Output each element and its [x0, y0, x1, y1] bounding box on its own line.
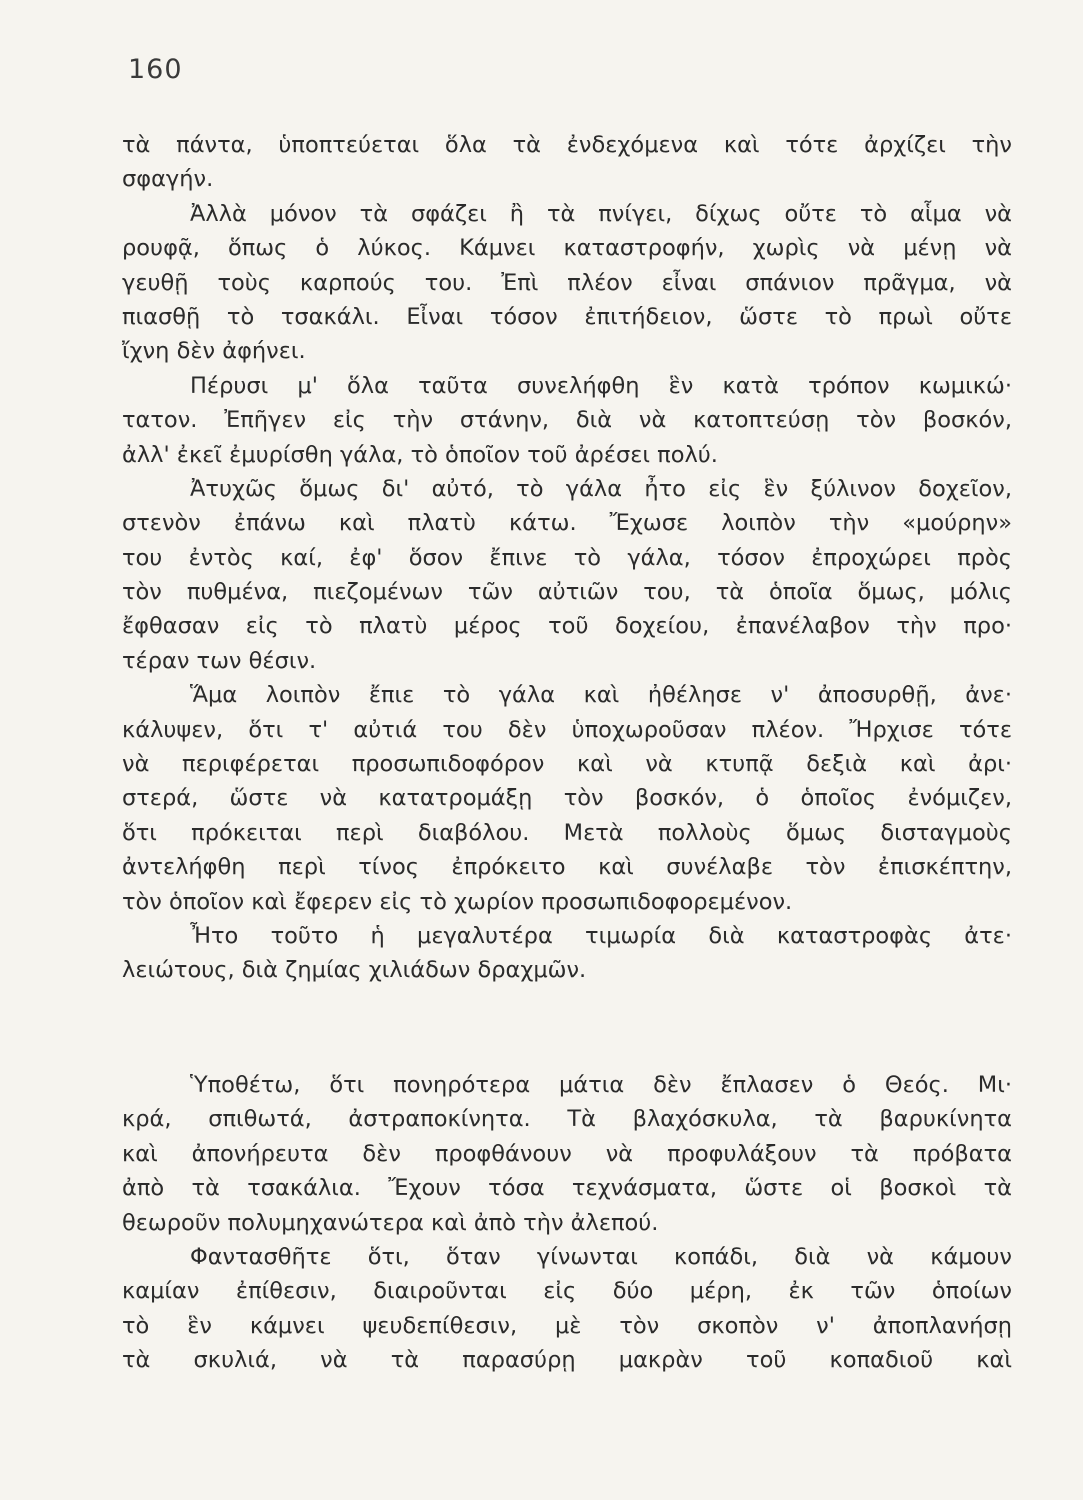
text-line: καὶ ἀπονήρευτα δὲν προφθάνουν νὰ προφυλάξουν τὰ πρόβατα	[122, 1140, 1012, 1167]
text-line: νὰ περιφέρεται προσωπιδοφόρον καὶ νὰ κτυπᾷ δεξιὰ καὶ ἀρι·	[122, 751, 1012, 778]
text-line: τέραν των θέσιν.	[122, 647, 317, 674]
text-line: ἀπὸ τὰ τσακάλια. Ἔχουν τόσα τεχνάσματα, ὥστε οἱ βοσκοὶ τὰ	[122, 1175, 1012, 1202]
text-section-tsakali-story	[122, 128, 1012, 988]
text-line: ἴχνη δὲν ἀφήνει.	[122, 338, 306, 365]
text-line: Πέρυσι μ' ὅλα ταῦτα συνελήφθη ἓν κατὰ τρόπον κωμικώ·	[190, 372, 1012, 399]
text-line: Ἅμα λοιπὸν ἔπιε τὸ γάλα καὶ ἠθέλησε ν' ἀποσυρθῇ, ἀνε·	[190, 682, 1012, 709]
text-line: στερά, ὥστε νὰ κατατρομάξῃ τὸν βοσκόν, ὁ ὁποῖος ἐνόμιζεν,	[122, 785, 1012, 812]
text-line: ἀλλ' ἐκεῖ ἐμυρίσθη γάλα, τὸ ὁποῖον τοῦ ἀρέσει πολύ.	[122, 441, 718, 468]
text-line: πιασθῇ τὸ τσακάλι. Εἶναι τόσον ἐπιτήδειον, ὥστε τὸ πρωὶ οὔτε	[122, 303, 1012, 330]
text-line: Φαντασθῆτε ὅτι, ὅταν γίνωνται κοπάδι, διὰ νὰ κάμουν	[190, 1243, 1012, 1270]
text-line: τὸν ὁποῖον καὶ ἔφερεν εἰς τὸ χωρίον προσωπιδοφορεμένον.	[122, 888, 793, 915]
text-line: γευθῇ τοὺς καρπούς του. Ἐπὶ πλέον εἶναι σπάνιον πρᾶγμα, νὰ	[122, 269, 1012, 296]
text-line: θεωροῦν πολυμηχανώτερα καὶ ἀπὸ τὴν ἀλεπού.	[122, 1209, 659, 1236]
text-line: Ἀλλὰ μόνον τὰ σφάζει ἢ τὰ πνίγει, δίχως οὔτε τὸ αἷμα νὰ	[190, 200, 1012, 227]
text-line: τὸν πυθμένα, πιεζομένων τῶν αὐτιῶν του, τὰ ὁποῖα ὅμως, μόλις	[122, 579, 1012, 606]
text-line: Ἀτυχῶς ὅμως δι' αὐτό, τὸ γάλα ἦτο εἰς ἓν ξύλινον δοχεῖον,	[190, 475, 1012, 502]
text-line: καμίαν ἐπίθεσιν, διαιροῦνται εἰς δύο μέρη, ἐκ τῶν ὁποίων	[122, 1278, 1012, 1305]
text-line: στενὸν ἐπάνω καὶ πλατὺ κάτω. Ἔχωσε λοιπὸν τὴν «μούρην»	[122, 510, 1012, 537]
page-number: 160	[128, 54, 183, 85]
text-line: ὅτι πρόκειται περὶ διαβόλου. Μετὰ πολλοὺς ὅμως δισταγμοὺς	[122, 819, 1012, 846]
text-line: τατον. Ἐπῆγεν εἰς τὴν στάνην, διὰ νὰ κατοπτεύσῃ τὸν βοσκόν,	[122, 407, 1012, 434]
text-line: ἀντελήφθη περὶ τίνος ἐπρόκειτο καὶ συνέλαβε τὸν ἐπισκέπτην,	[122, 854, 1012, 881]
text-line: κάλυψεν, ὅτι τ' αὐτιά του δὲν ὑποχωροῦσαν πλέον. Ἤρχισε τότε	[122, 716, 1012, 743]
text-line: σφαγήν.	[122, 166, 214, 193]
text-line: του ἐντὸς καί, ἐφ' ὅσον ἔπινε τὸ γάλα, τόσον ἐπροχώρει πρὸς	[122, 544, 1012, 571]
text-section-tsakali-cunning	[122, 1068, 1012, 1378]
text-line: ἔφθασαν εἰς τὸ πλατὺ μέρος τοῦ δοχείου, ἐπανέλαβον τὴν προ·	[122, 613, 1012, 640]
text-line: Ἦτο τοῦτο ἡ μεγαλυτέρα τιμωρία διὰ καταστροφὰς ἀτε·	[190, 922, 1012, 949]
text-line: λειώτους, διὰ ζημίας χιλιάδων δραχμῶν.	[122, 957, 587, 984]
text-line: ρουφᾷ, ὅπως ὁ λύκος. Κάμνει καταστροφήν, χωρὶς νὰ μένῃ νὰ	[122, 235, 1012, 262]
text-line: Ὑποθέτω, ὅτι πονηρότερα μάτια δὲν ἔπλασεν ὁ Θεός. Μι·	[190, 1072, 1012, 1098]
text-line: τὰ πάντα, ὑποπτεύεται ὅλα τὰ ἐνδεχόμενα καὶ τότε ἀρχίζει τὴν	[122, 132, 1012, 158]
text-line: τὸ ἓν κάμνει ψευδεπίθεσιν, μὲ τὸν σκοπὸν ν' ἀποπλανήσῃ	[122, 1312, 1012, 1339]
text-line: κρά, σπιθωτά, ἀστραποκίνητα. Τὰ βλαχόσκυλα, τὰ βαρυκίνητα	[122, 1106, 1012, 1133]
text-line: τὰ σκυλιά, νὰ τὰ παρασύρῃ μακρὰν τοῦ κοπαδιοῦ καὶ	[122, 1347, 1012, 1374]
